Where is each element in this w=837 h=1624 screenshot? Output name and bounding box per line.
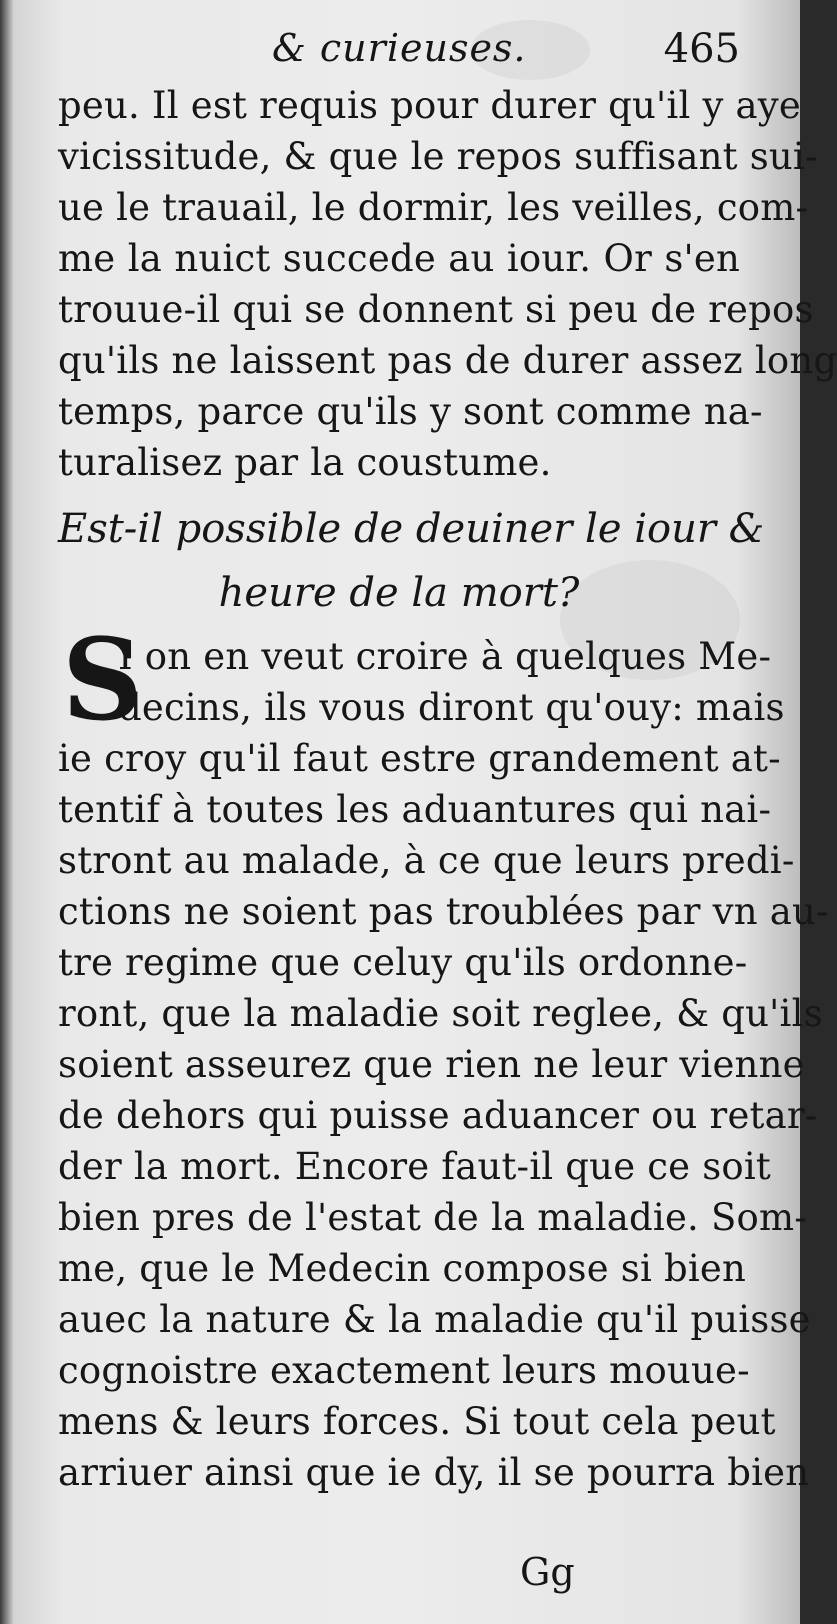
- text-line: tre regime que celuy qu'ils ordonne-: [58, 941, 748, 984]
- paragraph-block: [58, 615, 829, 1498]
- text-line: ie croy qu'il faut estre grandement at-: [58, 737, 781, 780]
- text-line: de dehors qui puisse aduancer ou retar-: [58, 1094, 818, 1137]
- text-line: trouue-il qui se donnent si peu de repos: [58, 288, 814, 331]
- page-header: [60, 22, 740, 82]
- text-line: tentif à toutes les aduantures qui nai-: [58, 788, 772, 831]
- drop-cap: S: [62, 615, 143, 746]
- text-line: cognoistre exactement leurs mouue-: [58, 1349, 750, 1392]
- text-line: qu'ils ne laissent pas de durer assez long: [58, 339, 837, 382]
- text-line: ront, que la maladie soit reglee, & qu'ils: [58, 992, 823, 1035]
- heading-line: Est-il possible de deuiner le iour &: [58, 506, 765, 552]
- text-line: turalisez par la coustume.: [58, 441, 552, 484]
- text-line: peu. Il est requis pour durer qu'il y aye: [58, 84, 801, 127]
- text-line: auec la nature & la maladie qu'il puisse: [58, 1298, 811, 1341]
- running-head: & curieuses.: [272, 26, 527, 70]
- text-line: bien pres de l'estat de la maladie. Som-: [58, 1196, 807, 1239]
- continued-text-block: [58, 80, 837, 488]
- text-line: me la nuict succede au iour. Or s'en: [58, 237, 740, 280]
- page-number: 465: [663, 26, 740, 72]
- text-line: stront au malade, à ce que leurs predi-: [58, 839, 795, 882]
- text-line: vicissitude, & que le repos suffisant sui-: [58, 135, 818, 178]
- text-line: der la mort. Encore faut-il que ce soit: [58, 1145, 772, 1188]
- binding-shadow: [0, 0, 14, 1624]
- text-line: ue le trauail, le dormir, les veilles, com-: [58, 186, 809, 229]
- text-line: mens & leurs forces. Si tout cela peut: [58, 1400, 776, 1443]
- text-line: ctions ne soient pas troublées par vn au-: [58, 890, 829, 933]
- text-line: arriuer ainsi que ie dy, il se pourra bien: [58, 1451, 810, 1494]
- signature-mark: Gg: [520, 1550, 575, 1594]
- heading-line: heure de la mort?: [218, 570, 580, 616]
- text-line: temps, parce qu'ils y sont comme na-: [58, 390, 763, 433]
- text-line: decins, ils vous diront qu'ouy: mais: [118, 686, 785, 729]
- text-line: soient asseurez que rien ne leur vienne: [58, 1043, 805, 1086]
- text-line: me, que le Medecin compose si bien: [58, 1247, 746, 1290]
- text-line: I on en veut croire à quelques Me-: [118, 635, 772, 678]
- section-heading: [58, 497, 765, 625]
